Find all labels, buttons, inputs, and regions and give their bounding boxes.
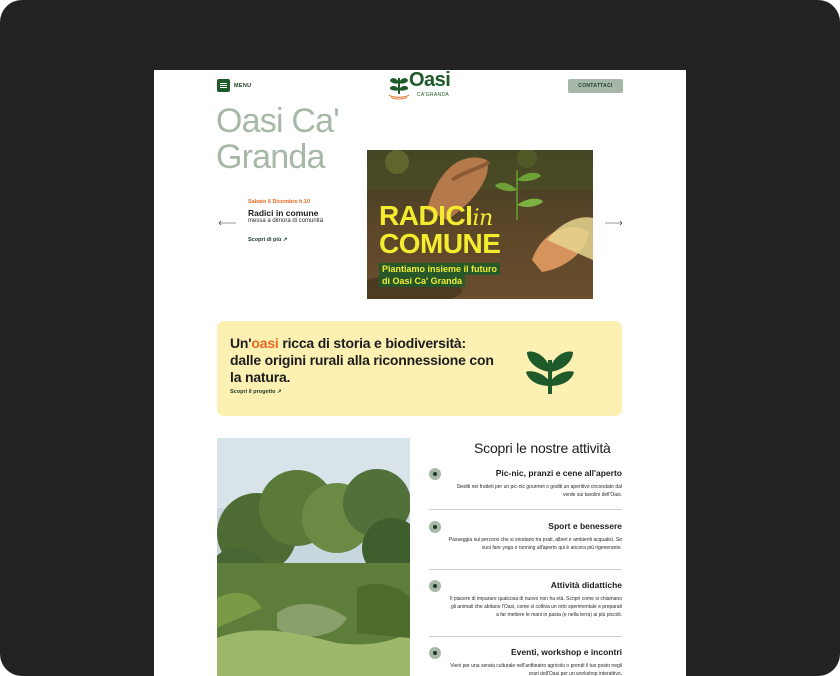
activity-description: Vieni per una serata culturale nell'anfiteatro agricolo o prendi il tuo posto negli orari dell'Oasi per un workshop interattivo. bbox=[450, 663, 622, 676]
activity-description: Il piacere di imparare qualcosa di nuovo non ha età. Scopri come si chiamano gli animali che abitano l'Oasi, come si coltiva un orto sperimentale e preparati a far mettere le mani in pasta (e nella terra) ai più piccoli. bbox=[449, 596, 622, 618]
activity-description: Siediti nei frutteti per un pic-nic gourmet o goditi un aperitivo circondato dal verde sui tavolini dell'Oasi. bbox=[456, 484, 622, 498]
activity-description: Passeggia sui percorsi che si snodano tra prati, alberi e ambienti acquatici. Se vuoi fare yoga o running all'aperto qui è ancora più rigenerante. bbox=[448, 537, 622, 551]
menu-button[interactable] bbox=[217, 79, 251, 92]
menu-icon bbox=[217, 79, 230, 92]
activities-heading: Scopri le nostre attività bbox=[474, 440, 611, 456]
activity-title: Pic-nic, pranzi e cene all'aperto bbox=[495, 468, 622, 478]
poster-headline-line2: COMUNE bbox=[379, 228, 501, 259]
activity-events[interactable] bbox=[429, 647, 622, 676]
poster-word-radici: RADICI bbox=[379, 200, 473, 231]
activity-title: Attività didattiche bbox=[550, 580, 622, 590]
banner-title bbox=[230, 335, 500, 386]
prev-arrow-icon[interactable] bbox=[218, 220, 236, 226]
activity-didactic[interactable] bbox=[429, 580, 622, 628]
next-arrow-icon[interactable] bbox=[605, 220, 623, 226]
project-link[interactable]: Scopri il progetto ↗ bbox=[230, 389, 282, 395]
event-subtitle: messa a dimora di comunità bbox=[248, 218, 324, 224]
hero-title: Oasi Ca' Granda bbox=[216, 102, 339, 176]
menu-label: MENU bbox=[234, 82, 252, 89]
activity-sport[interactable] bbox=[429, 521, 622, 569]
activity-picnic[interactable] bbox=[429, 468, 622, 508]
activity-bullet-icon bbox=[429, 647, 441, 659]
nature-photo bbox=[217, 438, 410, 676]
divider bbox=[429, 569, 622, 570]
nature-photo-art bbox=[217, 438, 410, 676]
activity-bullet-icon bbox=[429, 580, 441, 592]
plant-icon bbox=[525, 346, 575, 396]
poster-tagline-1: Piantiamo insieme il futuro bbox=[379, 263, 500, 275]
activity-title: Eventi, workshop e incontri bbox=[511, 647, 622, 657]
event-poster-image[interactable] bbox=[367, 150, 593, 299]
event-more-link[interactable]: Scopri di più ↗ bbox=[248, 237, 288, 243]
logo-leaf-icon bbox=[387, 72, 411, 100]
divider bbox=[429, 509, 622, 510]
logo[interactable] bbox=[387, 72, 457, 102]
banner-title-post: ricca di storia e biodiversità: dalle origini rurali alla riconnessione con la natura. bbox=[230, 335, 494, 385]
project-banner bbox=[217, 321, 622, 416]
banner-title-pre: Un' bbox=[230, 335, 252, 351]
logo-name: Oasi bbox=[409, 70, 451, 91]
contact-button[interactable]: CONTATTACI bbox=[568, 79, 623, 93]
event-date: Sabato 6 Dicembre h.10 bbox=[248, 199, 311, 205]
poster-word-in: in bbox=[472, 206, 493, 231]
event-title: Radici in comune bbox=[248, 208, 319, 218]
activity-bullet-icon bbox=[429, 468, 441, 480]
logo-subtitle: CA'GRANDA bbox=[417, 92, 449, 98]
divider bbox=[429, 636, 622, 637]
banner-title-accent: oasi bbox=[251, 335, 279, 351]
activity-title: Sport e benessere bbox=[548, 521, 622, 531]
webpage[interactable] bbox=[154, 70, 686, 676]
activity-bullet-icon bbox=[429, 521, 441, 533]
poster-tagline-2: di Oasi Ca' Granda bbox=[379, 275, 465, 287]
